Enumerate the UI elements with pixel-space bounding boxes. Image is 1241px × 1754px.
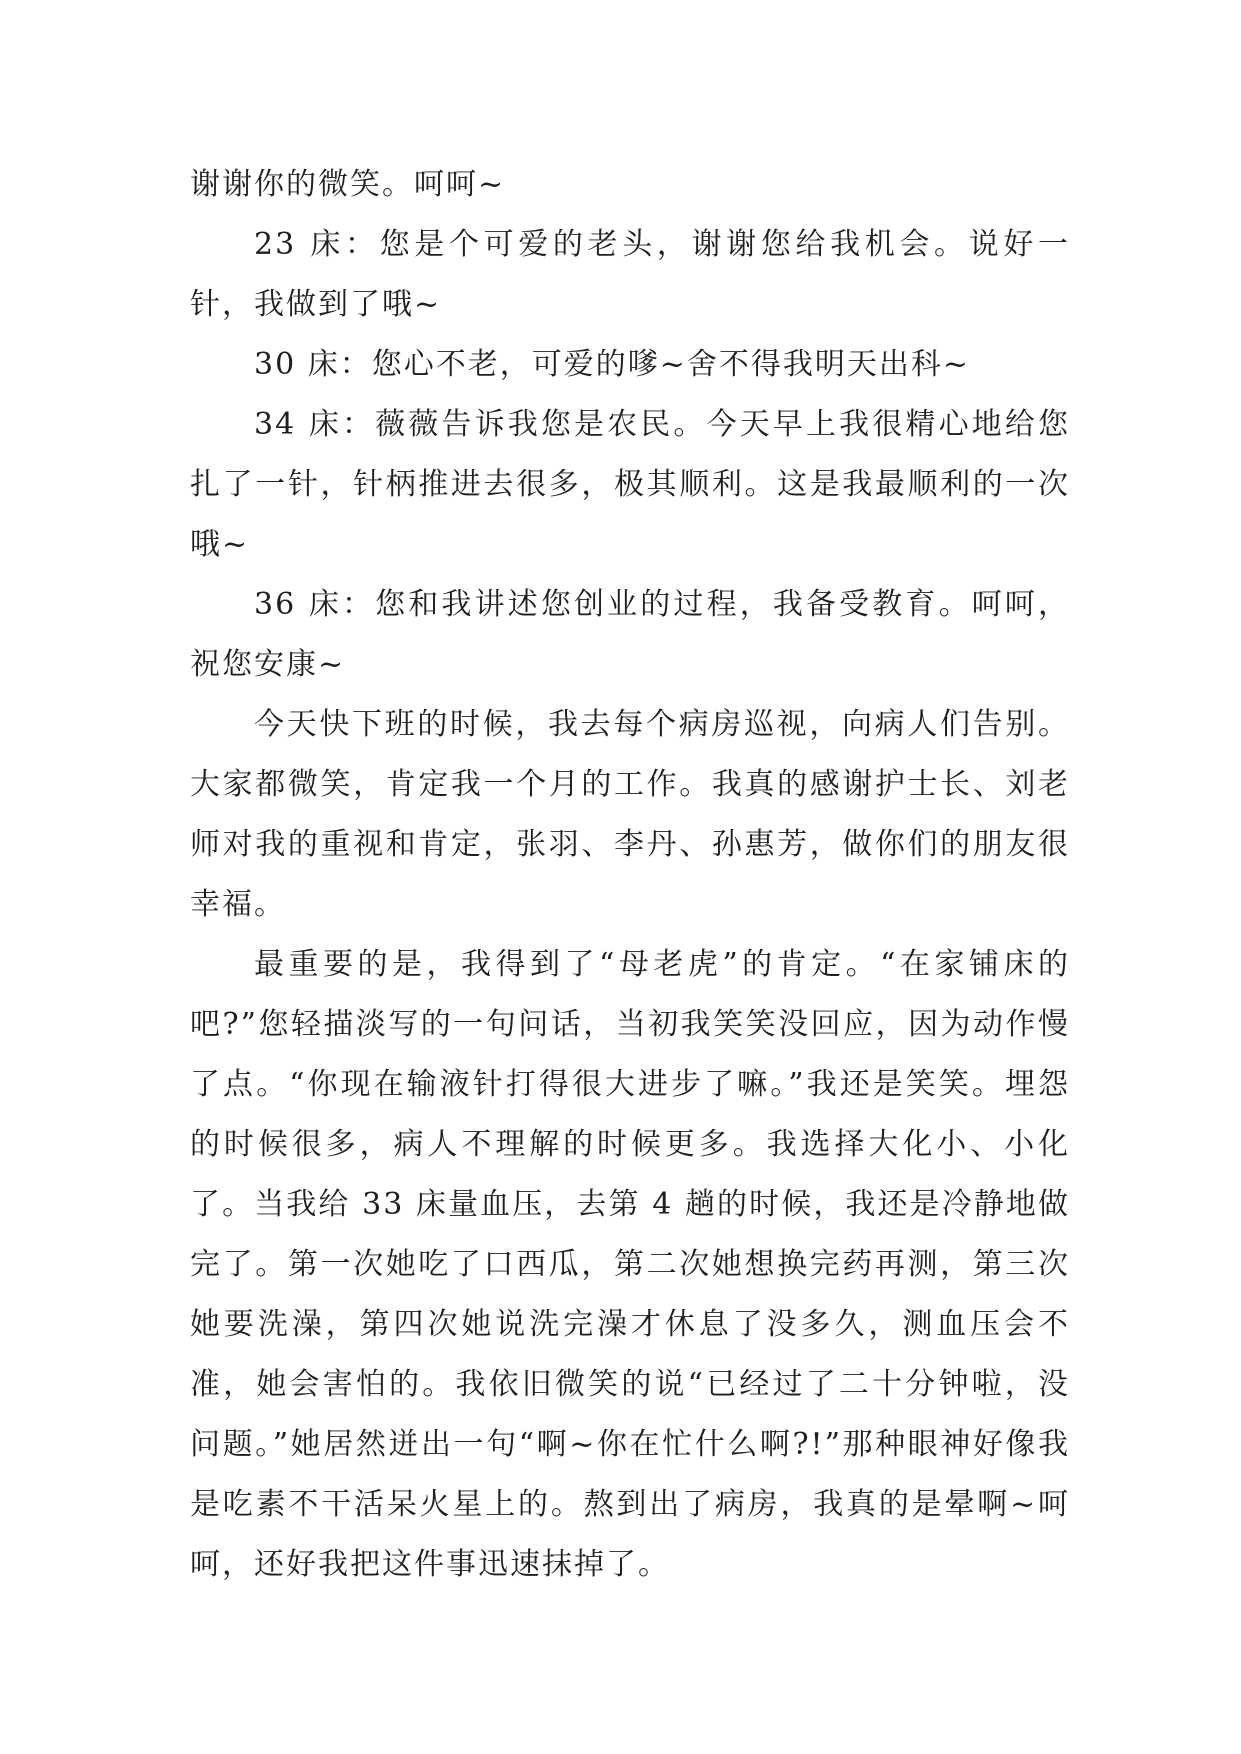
paragraph-bed-34: 34 床：薇薇告诉我您是农民。今天早上我很精心地给您扎了一针，针柄推进去很多，极其顺利。这是我最顺利的一次哦~: [190, 407, 1070, 562]
document-body: [190, 155, 1070, 1595]
paragraph-farewell: 今天快下班的时候，我去每个病房巡视，向病人们告别。大家都微笑，肯定我一个月的工作。我真的感谢护士长、刘老师对我的重视和肯定，张羽、李丹、孙惠芳，做你们的朋友很幸福。: [190, 707, 1070, 922]
paragraph-most-important: 最重要的是，我得到了“母老虎”的肯定。“在家铺床的吧?”您轻描淡写的一句问话，当初我笑笑没回应，因为动作慢了点。“你现在输液针打得很大进步了嘛。”我还是笑笑。埋怨的时候很多，病人不理解的时候更多。我选择大化小、小化了。当我给 33 床量血压，去第 4 趟的时候，我还是冷静地做完了。第一次她吃了口西瓜，第二次她想换完药再测，第三次她要洗澡，第四次她说洗完澡才休息了没多久，测血压会不准，她会害怕的。我依旧微笑的说“已经过了二十分钟啦，没问题。”她居然迸出一句“啊~你在忙什么啊?!”那种眼神好像我是吃素不干活呆火星上的。熬到出了病房，我真的是晕啊~呵呵，还好我把这件事迅速抹掉了。: [190, 947, 1070, 1582]
paragraph-continuation: 谢谢你的微笑。呵呵~: [190, 167, 506, 202]
paragraph-bed-30: 30 床：您心不老，可爱的嗲~舍不得我明天出科~: [254, 347, 970, 382]
paragraph-bed-36: 36 床：您和我讲述您创业的过程，我备受教育。呵呵，祝您安康~: [190, 587, 1070, 682]
paragraph-bed-23: 23 床：您是个可爱的老头，谢谢您给我机会。说好一针，我做到了哦~: [190, 227, 1070, 322]
